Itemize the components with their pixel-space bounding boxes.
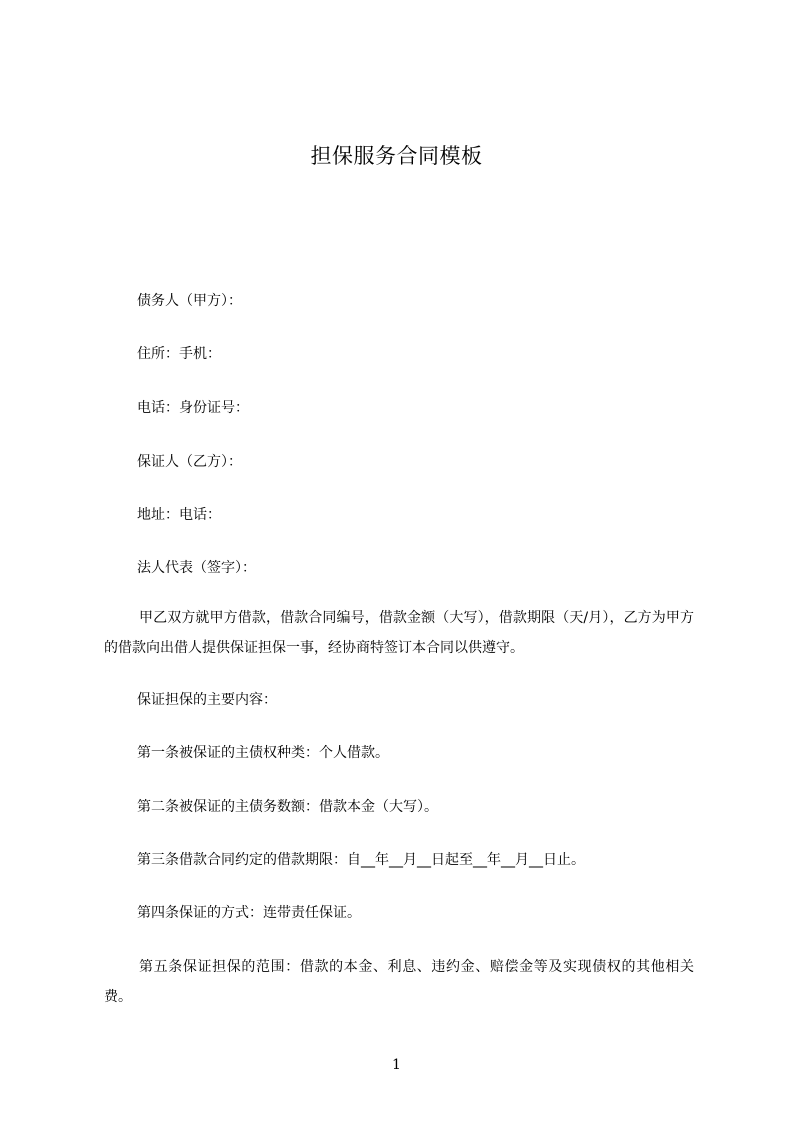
- guarantor-field: 保证人（乙方）：: [137, 454, 242, 470]
- article-3: 第三条借款合同约定的借款期限：自__年__月__日起至__年__月__日止。: [137, 852, 585, 868]
- article-1: 第一条被保证的主债权种类：个人借款。: [137, 745, 389, 761]
- legal-rep-field: 法人代表（签字）：: [137, 560, 256, 576]
- article-2: 第二条被保证的主债务数额：借款本金（大写）。: [137, 799, 438, 815]
- article-5: 第五条保证担保的范围：借款的本金、利息、违约金、赔偿金等及实现债权的其他相关费。: [104, 959, 694, 1005]
- section-heading: 保证担保的主要内容：: [137, 692, 277, 708]
- page-number: 1: [392, 1057, 401, 1073]
- article-4: 第四条保证的方式：连带责任保证。: [137, 905, 361, 921]
- residence-phone-field: 住所：手机：: [137, 346, 221, 362]
- intro-paragraph: 甲乙双方就甲方借款，借款合同编号，借款金额（大写），借款期限（天/月），乙方为甲方的借款向出借人提供保证担保一事，经协商特签订本合同以供遵守。: [104, 610, 694, 656]
- address-phone-field: 地址：电话：: [137, 507, 221, 523]
- phone-id-field: 电话：身份证号：: [137, 400, 249, 416]
- document-title: 担保服务合同模板: [310, 144, 483, 168]
- debtor-field: 债务人（甲方）：: [137, 293, 242, 309]
